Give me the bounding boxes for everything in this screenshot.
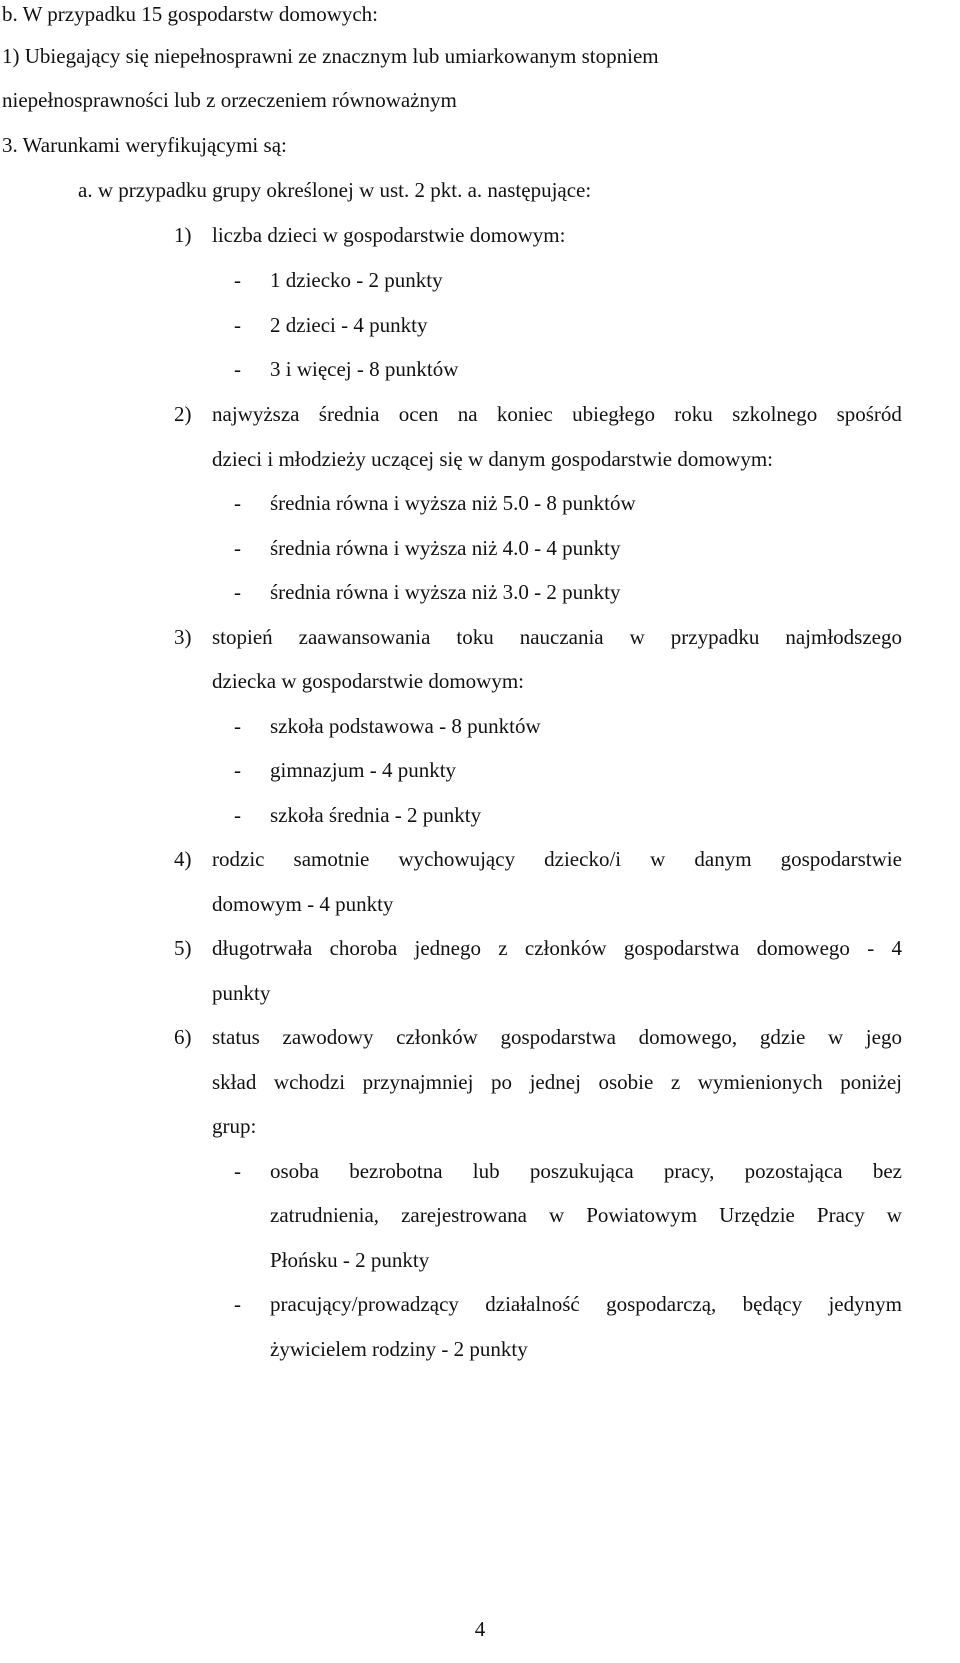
- word: przypadku: [670, 625, 760, 649]
- word: będący: [742, 1292, 803, 1316]
- criterion-title: [212, 623, 902, 651]
- word: zatrudnienia,: [270, 1203, 380, 1227]
- list-dash: -: [234, 313, 241, 337]
- list-dash: -: [234, 268, 241, 292]
- word: -: [867, 936, 875, 960]
- criterion-number: 6): [174, 1025, 192, 1049]
- criterion-text-continued: grup:: [212, 1114, 257, 1138]
- word: pracy,: [663, 1159, 715, 1183]
- word: Pracy: [816, 1203, 865, 1227]
- word: 4: [891, 936, 902, 960]
- page-number: 4: [474, 1617, 486, 1641]
- word: w: [650, 847, 666, 871]
- word: najwyższa: [212, 402, 300, 426]
- criterion-number: 4): [174, 847, 192, 871]
- word: członków: [396, 1025, 478, 1049]
- criterion-number: 2): [174, 402, 192, 426]
- paragraph-line: 1) Ubiegający się niepełnosprawni ze znacznym lub umiarkowanym stopniem: [2, 44, 659, 68]
- section-heading-b: b. W przypadku 15 gospodarstw domowych:: [2, 2, 379, 26]
- criterion-text-continued: domowym - 4 punkty: [212, 892, 394, 916]
- word: w: [629, 625, 645, 649]
- word: gospodarczą,: [606, 1292, 717, 1316]
- word: gospodarstwa: [500, 1025, 616, 1049]
- list-item: szkoła podstawowa - 8 punktów: [270, 714, 541, 738]
- word: nauczania: [519, 625, 604, 649]
- word: po: [491, 1070, 513, 1094]
- word: rodzic: [212, 847, 265, 871]
- word: w: [549, 1203, 565, 1227]
- word: Powiatowym: [586, 1203, 698, 1227]
- list-dash: -: [234, 1292, 241, 1316]
- list-dash: -: [234, 758, 241, 782]
- word: jednego: [414, 936, 481, 960]
- criterion-text: [212, 934, 902, 962]
- word: gospodarstwa: [623, 936, 740, 960]
- word: jednej: [529, 1070, 581, 1094]
- word: roku: [674, 402, 713, 426]
- list-item-continued: [270, 1201, 902, 1229]
- list-item: średnia równa i wyższa niż 5.0 - 8 punktów: [270, 491, 636, 515]
- paragraph-line: niepełnosprawności lub z orzeczeniem równoważnym: [2, 88, 457, 112]
- word: pracujący/prowadzący: [270, 1292, 459, 1316]
- word: działalność: [485, 1292, 580, 1316]
- word: zawodowy: [282, 1025, 374, 1049]
- word: w: [886, 1203, 902, 1227]
- word: bez: [872, 1159, 902, 1183]
- list-item: [270, 1157, 902, 1185]
- word: wchodzi: [273, 1070, 346, 1094]
- word: przynajmniej: [362, 1070, 474, 1094]
- criterion-title-continued: dziecka w gospodarstwie domowym:: [212, 669, 525, 693]
- word: Urzędzie: [719, 1203, 795, 1227]
- criterion-number: 3): [174, 625, 192, 649]
- criterion-text-continued: punkty: [212, 981, 271, 1005]
- list-item: średnia równa i wyższa niż 4.0 - 4 punkty: [270, 536, 621, 560]
- list-item: szkoła średnia - 2 punkty: [270, 803, 482, 827]
- criterion-title: liczba dzieci w gospodarstwie domowym:: [212, 223, 566, 247]
- word: na: [457, 402, 478, 426]
- list-item: 3 i więcej - 8 punktów: [270, 357, 459, 381]
- word: szkolnego: [732, 402, 818, 426]
- word: poniżej: [840, 1070, 902, 1094]
- criterion-number: 1): [174, 223, 192, 247]
- word: skład: [212, 1070, 257, 1094]
- word: najmłodszego: [785, 625, 902, 649]
- word: członków: [524, 936, 607, 960]
- list-dash: -: [234, 491, 241, 515]
- section-heading-3: 3. Warunkami weryfikującymi są:: [2, 133, 287, 157]
- word: jedynym: [828, 1292, 902, 1316]
- word: bezrobotna: [349, 1159, 443, 1183]
- word: wymienionych: [697, 1070, 823, 1094]
- criterion-number: 5): [174, 936, 192, 960]
- word: choroba: [329, 936, 398, 960]
- list-item-continued: żywicielem rodziny - 2 punkty: [270, 1337, 528, 1361]
- word: spośród: [836, 402, 902, 426]
- word: samotnie: [293, 847, 370, 871]
- list-dash: -: [234, 536, 241, 560]
- word: domowego: [756, 936, 850, 960]
- list-dash: -: [234, 1159, 241, 1183]
- list-item: gimnazjum - 4 punkty: [270, 758, 457, 782]
- subsection-heading-a: a. w przypadku grupy określonej w ust. 2 pkt. a. następujące:: [78, 178, 592, 202]
- list-item: 2 dzieci - 4 punkty: [270, 313, 428, 337]
- list-item-continued: Płońsku - 2 punkty: [270, 1248, 430, 1272]
- criterion-title-continued: dzieci i młodzieży uczącej się w danym gospodarstwie domowym:: [212, 447, 774, 471]
- criterion-title: [212, 400, 902, 428]
- word: średnia: [318, 402, 380, 426]
- word: koniec: [496, 402, 553, 426]
- word: lub: [472, 1159, 500, 1183]
- criterion-text: [212, 845, 902, 873]
- criterion-text: [212, 1023, 902, 1051]
- word: w: [827, 1025, 844, 1049]
- criterion-text: [212, 1068, 902, 1096]
- list-item: 1 dziecko - 2 punkty: [270, 268, 443, 292]
- word: długotrwała: [212, 936, 313, 960]
- word: dziecko/i: [544, 847, 622, 871]
- list-dash: -: [234, 714, 241, 738]
- word: z: [498, 936, 508, 960]
- list-item: [270, 1290, 902, 1318]
- word: jego: [865, 1025, 902, 1049]
- word: ubiegłego: [572, 402, 655, 426]
- word: domowego,: [638, 1025, 738, 1049]
- word: ocen: [398, 402, 439, 426]
- word: danym: [694, 847, 752, 871]
- word: pozostająca: [744, 1159, 843, 1183]
- word: zarejestrowana: [401, 1203, 527, 1227]
- list-dash: -: [234, 803, 241, 827]
- word: toku: [456, 625, 494, 649]
- word: poszukująca: [529, 1159, 634, 1183]
- word: gdzie: [759, 1025, 806, 1049]
- word: z: [670, 1070, 681, 1094]
- list-item: średnia równa i wyższa niż 3.0 - 2 punkty: [270, 580, 621, 604]
- word: status: [212, 1025, 260, 1049]
- word: stopień: [212, 625, 273, 649]
- list-dash: -: [234, 357, 241, 381]
- list-dash: -: [234, 580, 241, 604]
- word: zaawansowania: [298, 625, 431, 649]
- word: wychowujący: [398, 847, 516, 871]
- word: gospodarstwie: [780, 847, 902, 871]
- word: osoba: [270, 1159, 319, 1183]
- word: osobie: [598, 1070, 654, 1094]
